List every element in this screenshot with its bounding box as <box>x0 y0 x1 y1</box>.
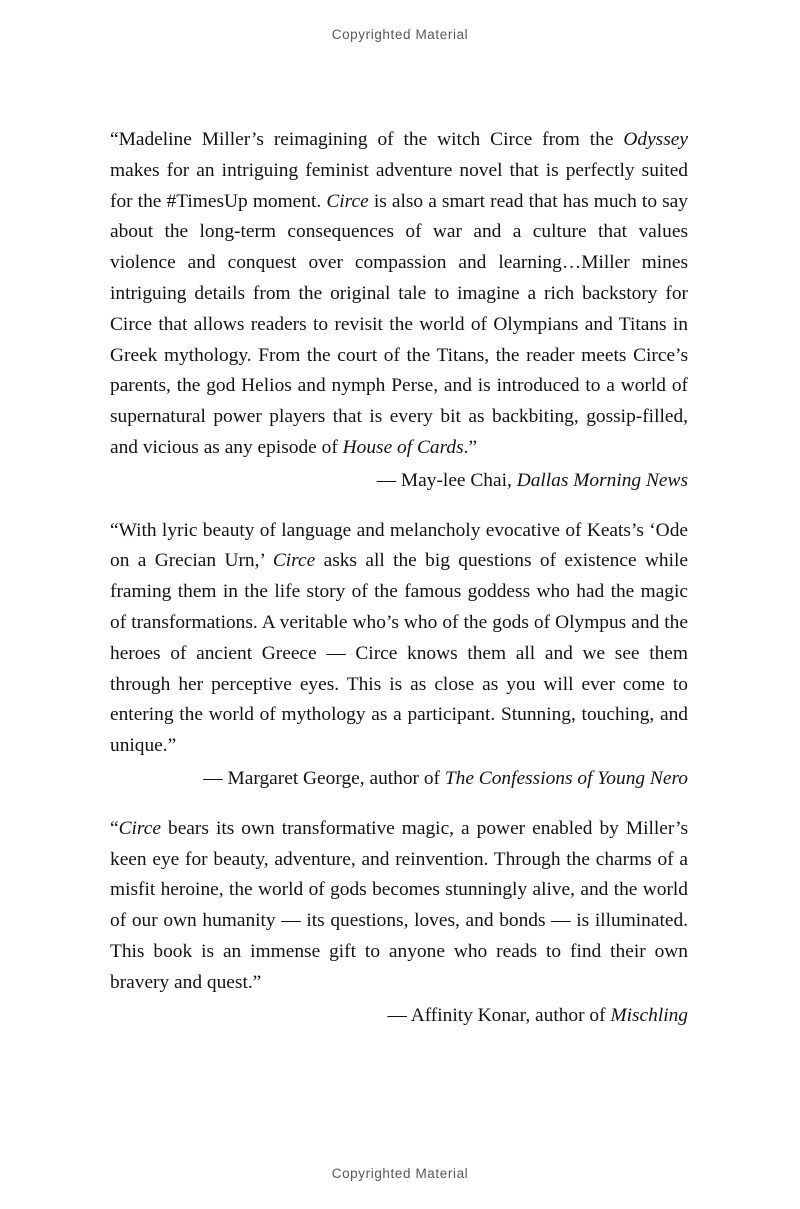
blurb-block-2 <box>110 516 688 795</box>
spacer <box>110 795 688 814</box>
text-run: makes for an intriguing feminist adventure novel that is perfectly suited for the #TimesUp moment. <box>110 159 688 212</box>
blurb-text <box>110 516 688 762</box>
italic-title: House of Cards <box>342 436 464 458</box>
blurb-text <box>110 814 688 999</box>
text-run: — Margaret George, author of <box>203 767 445 789</box>
italic-title: Circe <box>326 190 369 212</box>
copyright-watermark-bottom: Copyrighted Material <box>331 1166 469 1181</box>
spacer <box>110 497 688 516</box>
blurb-attribution <box>110 466 688 497</box>
blurb-block-1 <box>110 125 688 497</box>
italic-title: Circe <box>118 817 161 839</box>
copyright-watermark-top: Copyrighted Material <box>331 27 469 42</box>
text-run: .” <box>463 436 478 458</box>
blurb-attribution <box>110 1001 688 1032</box>
text-run: “ <box>110 817 119 839</box>
text-run: bears its own transformative magic, a power enabled by Miller’s keen eye for beauty, adventure, and reinvention. Through the charms of a misfit heroine, the world of gods becomes stunningly alive, and the world of our own humanity — its questions, loves, and bonds — is illuminated. This book is an immense gift to anyone who reads to find their own bravery and quest.” <box>110 817 688 993</box>
blurb-attribution <box>110 764 688 795</box>
text-run: — May-lee Chai, <box>376 469 517 491</box>
text-run: “Madeline Miller’s reimagining of the witch Circe from the <box>110 129 624 150</box>
blurb-block-3 <box>110 814 688 1032</box>
blurb-text <box>110 125 688 464</box>
text-run: “With lyric beauty of language and melancholy evocative of Keats’s ‘Ode on a Grecian Urn,’ <box>110 519 688 572</box>
italic-title: Mischling <box>610 1004 688 1026</box>
italic-title: Dallas Morning News <box>516 469 688 491</box>
text-run: is also a smart read that has much to say about the long-term consequences of war and a culture that values violence and conquest over compassion and learning…Miller mines intriguing details from the original tale to imagine a rich backstory for Circe that allows readers to revisit the world of Olympians and Titans in Greek mythology. From the court of the Titans, the reader meets Circe’s parents, the god Helios and nymph Perse, and is introduced to a world of supernatural power players that is every bit as backbiting, gossip-filled, and vicious as any episode of <box>110 190 688 458</box>
text-run: — Affinity Konar, author of <box>387 1004 611 1026</box>
text-run: asks all the big questions of existence while framing them in the life story of the famous goddess who had the magic of transformations. A veritable who’s who of the gods of Olympus and the heroes of ancient Greece — Circe knows them all and we see them through her perceptive eyes. This is as close as you will ever come to entering the world of mythology as a participant. Stunning, touching, and unique.” <box>110 550 688 757</box>
praise-quotes-container <box>110 125 688 1031</box>
italic-title: Circe <box>272 550 316 572</box>
italic-title: The Confessions of Young Nero <box>444 767 688 789</box>
italic-title: Odyssey <box>623 129 688 150</box>
